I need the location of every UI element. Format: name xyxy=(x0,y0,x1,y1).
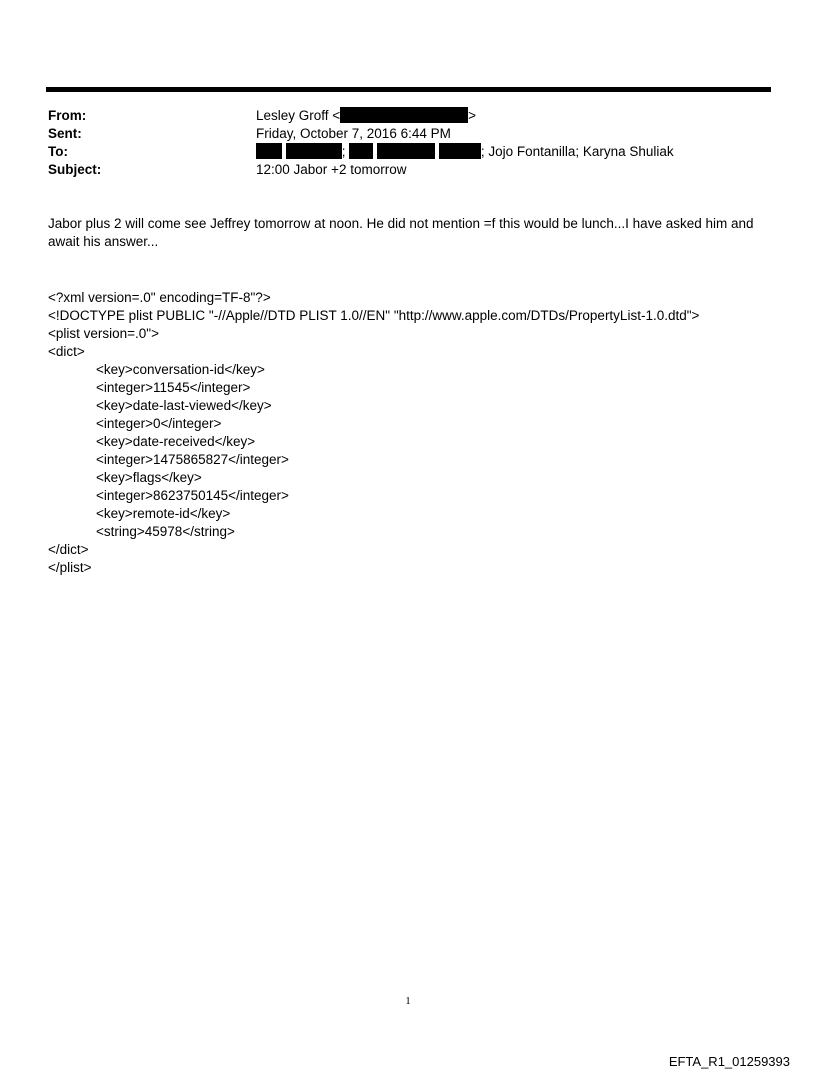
xml-line: <key>date-received</key> xyxy=(96,434,256,449)
xml-line: <integer>8623750145</integer> xyxy=(96,488,289,503)
from-close: > xyxy=(468,108,477,123)
subject-value: 12:00 Jabor +2 tomorrow xyxy=(256,162,407,177)
redaction-box xyxy=(439,143,481,159)
header-rule xyxy=(46,87,771,92)
email-body: Jabor plus 2 will come see Jeffrey tomorrow at noon. He did not mention =f this would be lunch...I have asked him and await his answer... xyxy=(48,216,754,249)
xml-line: <key>date-last-viewed</key> xyxy=(96,398,272,413)
document-id: EFTA_R1_01259393 xyxy=(668,1054,790,1069)
xml-line: <integer>0</integer> xyxy=(96,416,222,431)
redaction-box xyxy=(340,107,468,123)
from-name: Lesley Groff < xyxy=(256,108,341,123)
xml-line: <?xml version=.0" encoding=TF-8"?> xyxy=(48,290,271,305)
xml-line: </dict> xyxy=(48,542,89,557)
sent-value: Friday, October 7, 2016 6:44 PM xyxy=(256,126,451,141)
sent-label: Sent: xyxy=(48,126,82,141)
xml-line: <dict> xyxy=(48,344,85,359)
redaction-box xyxy=(377,143,435,159)
from-value xyxy=(256,107,476,125)
xml-line: <key>remote-id</key> xyxy=(96,506,231,521)
to-separator: ; xyxy=(341,144,346,159)
redaction-box xyxy=(286,143,342,159)
to-value xyxy=(256,143,674,161)
xml-line: <integer>1475865827</integer> xyxy=(96,452,289,467)
to-label: To: xyxy=(48,144,68,159)
redaction-box xyxy=(349,143,373,159)
from-label: From: xyxy=(48,108,87,123)
xml-line: <key>conversation-id</key> xyxy=(96,362,265,377)
xml-line: </plist> xyxy=(48,560,92,575)
to-recipients: ; Jojo Fontanilla; Karyna Shuliak xyxy=(480,144,674,159)
xml-line: <integer>11545</integer> xyxy=(96,380,251,395)
page-number: 1 xyxy=(405,995,411,1007)
redaction-box xyxy=(256,143,282,159)
xml-line: <key>flags</key> xyxy=(96,470,202,485)
xml-line: <plist version=.0"> xyxy=(48,326,159,341)
subject-label: Subject: xyxy=(48,162,102,177)
xml-line: <string>45978</string> xyxy=(96,524,235,539)
xml-block xyxy=(48,289,778,577)
xml-line: <!DOCTYPE plist PUBLIC "-//Apple//DTD PLIST 1.0//EN" "http://www.apple.com/DTDs/PropertyList-1.0.dtd"> xyxy=(48,308,700,323)
